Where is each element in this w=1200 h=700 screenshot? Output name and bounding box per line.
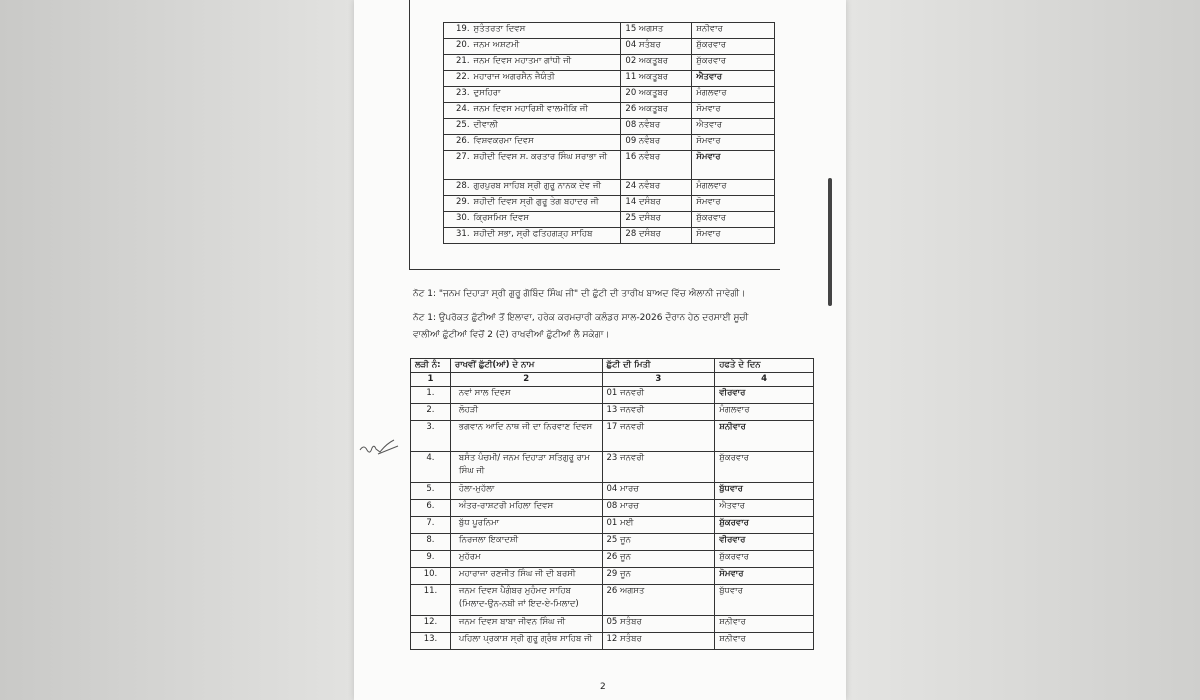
serial-number: 19. <box>456 24 470 34</box>
table-row <box>411 616 814 633</box>
holiday-date: 15 ਅਗਸਤ <box>621 23 692 39</box>
table-row <box>444 135 775 151</box>
holiday-date: 16 ਨਵੰਬਰ <box>621 151 692 180</box>
holiday-weekday: ਐਤਵਾਰ <box>692 71 775 87</box>
holiday-name-cell <box>444 87 621 103</box>
holiday-date: 11 ਅਕਤੂਬਰ <box>621 71 692 87</box>
holiday-date: 17 ਜਨਵਰੀ <box>602 421 715 452</box>
table-row <box>411 633 814 650</box>
background-right <box>846 0 1200 700</box>
serial-number: 6. <box>411 500 451 517</box>
holiday-name: ਮੁਹੱਰਮ <box>450 551 602 568</box>
table-row <box>444 55 775 71</box>
holiday-date: 09 ਨਵੰਬਰ <box>621 135 692 151</box>
holiday-name-cell <box>444 23 621 39</box>
serial-number: 10. <box>411 568 451 585</box>
note-2-line-1: ਨੋਟ 1: ਉਪਰੋਕਤ ਛੁੱਟੀਆਂ ਤੋਂ ਇਲਾਵਾ, ਹਰੇਕ ਕਰਮਚਾਰੀ ਕਲੰਡਰ ਸਾਲ-2026 ਦੌਰਾਨ ਹੇਠ ਦਰਸਾਈ ਸੂਚੀ <box>413 313 749 323</box>
holiday-weekday: ਸੋਮਵਾਰ <box>692 135 775 151</box>
table-row <box>444 151 775 180</box>
holiday-name: ਜਨਮ ਅਸ਼ਟਮੀ <box>473 40 520 50</box>
holiday-name-cell <box>444 39 621 55</box>
holiday-weekday: ਸ਼ਨੀਵਾਰ <box>715 616 814 633</box>
note-2-line-2: ਵਾਲੀਆਂ ਛੁੱਟੀਆਂ ਵਿਚੋਂ 2 (ਦੋ) ਰਾਖਵੀਆਂ ਛੁੱਟੀਆਂ ਲੈ ਸਕੇਗਾ। <box>413 330 610 340</box>
note-1: ਨੋਟ 1: "ਜਨਮ ਦਿਹਾੜਾ ਸ੍ਰੀ ਗੁਰੂ ਗੋਬਿੰਦ ਸਿੰਘ ਜੀ" ਦੀ ਛੁੱਟੀ ਦੀ ਤਾਰੀਖ ਬਾਅਦ ਵਿੱਚ ਐਲਾਨੀ ਜਾਵੇਗੀ। <box>413 289 746 299</box>
table-row <box>411 404 814 421</box>
header-name: ਰਾਖਵੀਂ ਛੁੱਟੀ(ਆਂ) ਦੇ ਨਾਮ <box>450 359 602 373</box>
holiday-weekday: ਸ਼ੁੱਕਰਵਾਰ <box>715 551 814 568</box>
holiday-date: 25 ਜੂਨ <box>602 534 715 551</box>
holiday-weekday: ਸ਼ੁੱਕਰਵਾਰ <box>715 452 814 483</box>
holiday-name: ਮਹਾਰਾਜਾ ਰਣਜੀਤ ਸਿੰਘ ਜੀ ਦੀ ਬਰਸੀ <box>450 568 602 585</box>
holiday-name-cell <box>444 55 621 71</box>
holiday-date: 01 ਮਈ <box>602 517 715 534</box>
holiday-name: ਨਿਰਜਲਾ ਇਕਾਦਸ਼ੀ <box>450 534 602 551</box>
holiday-name-cell <box>444 151 621 180</box>
table-column-number-row <box>411 373 814 387</box>
serial-number: 5. <box>411 483 451 500</box>
holiday-date: 23 ਜਨਵਰੀ <box>602 452 715 483</box>
holiday-name: ਦੁਸਹਿਰਾ <box>473 88 501 98</box>
holiday-name: ਦੀਵਾਲੀ <box>473 120 498 130</box>
table-row <box>411 568 814 585</box>
holiday-name: ਜਨਮ ਦਿਵਸ ਬਾਬਾ ਜੀਵਨ ਸਿੰਘ ਜੀ <box>450 616 602 633</box>
holiday-name: ਬਸੰਤ ਪੰਚਮੀ/ ਜਨਮ ਦਿਹਾੜਾ ਸਤਿਗੁਰੂ ਰਾਮ ਸਿੰਘ ਜੀ <box>450 452 602 483</box>
table-row <box>411 452 814 483</box>
serial-number: 11. <box>411 585 451 616</box>
serial-number: 31. <box>456 229 470 239</box>
table-row <box>411 483 814 500</box>
holiday-weekday: ਸ਼ਨੀਵਾਰ <box>692 23 775 39</box>
holiday-weekday: ਸ਼ੁੱਕਰਵਾਰ <box>692 39 775 55</box>
holiday-date: 08 ਨਵੰਬਰ <box>621 119 692 135</box>
serial-number: 1. <box>411 387 451 404</box>
holiday-name: ਗੁਰਪੁਰਬ ਸਾਹਿਬ ਸ੍ਰੀ ਗੁਰੂ ਨਾਨਕ ਦੇਵ ਜੀ <box>473 181 601 191</box>
holiday-weekday: ਮੰਗਲਵਾਰ <box>692 87 775 103</box>
margin-rule <box>409 0 410 270</box>
serial-number: 26. <box>456 136 470 146</box>
serial-number: 20. <box>456 40 470 50</box>
serial-number: 27. <box>456 152 470 162</box>
holiday-name: ਜਨਮ ਦਿਵਸ ਮਹਾਰਿਸ਼ੀ ਵਾਲਮੀਕਿ ਜੀ <box>473 104 588 114</box>
serial-number: 24. <box>456 104 470 114</box>
holiday-weekday: ਸ਼ੁੱਕਰਵਾਰ <box>692 212 775 228</box>
holiday-date: 13 ਜਨਵਰੀ <box>602 404 715 421</box>
holiday-name: ਸ਼ਹੀਦੀ ਦਿਵਸ ਸ. ਕਰਤਾਰ ਸਿੰਘ ਸਰਾਭਾ ਜੀ <box>473 152 608 162</box>
holiday-date: 26 ਅਗਸਤ <box>602 585 715 616</box>
page-number: 2 <box>600 682 606 692</box>
holiday-weekday: ਮੰਗਲਵਾਰ <box>715 404 814 421</box>
holiday-date: 14 ਦਸੰਬਰ <box>621 196 692 212</box>
holiday-date: 01 ਜਨਵਰੀ <box>602 387 715 404</box>
holiday-weekday: ਸੋਮਵਾਰ <box>715 568 814 585</box>
holiday-name: ਜਨਮ ਦਿਵਸ ਮਹਾਤਮਾ ਗਾਂਧੀ ਜੀ <box>473 56 572 66</box>
holiday-name-cell <box>444 180 621 196</box>
holiday-table-top <box>443 22 775 244</box>
serial-number: 21. <box>456 56 470 66</box>
holiday-name: ਬੁੱਧ ਪੂਰਨਿਮਾ <box>450 517 602 534</box>
holiday-date: 24 ਨਵੰਬਰ <box>621 180 692 196</box>
reserved-holiday-table <box>410 358 814 650</box>
table-row <box>411 534 814 551</box>
table-row <box>444 103 775 119</box>
holiday-date: 04 ਸਤੰਬਰ <box>621 39 692 55</box>
holiday-weekday: ਵੀਰਵਾਰ <box>715 534 814 551</box>
holiday-name: ਨਵਾਂ ਸਾਲ ਦਿਵਸ <box>450 387 602 404</box>
holiday-date: 28 ਦਸੰਬਰ <box>621 228 692 244</box>
table-header-row <box>411 359 814 373</box>
holiday-weekday: ਸ਼ਨੀਵਾਰ <box>715 421 814 452</box>
serial-number: 3. <box>411 421 451 452</box>
holiday-weekday: ਬੁੱਧਵਾਰ <box>715 483 814 500</box>
serial-number: 12. <box>411 616 451 633</box>
table-row <box>444 180 775 196</box>
table-row <box>444 71 775 87</box>
table-row <box>411 387 814 404</box>
holiday-date: 02 ਅਕਤੂਬਰ <box>621 55 692 71</box>
background-left <box>0 0 354 700</box>
holiday-date: 05 ਸਤੰਬਰ <box>602 616 715 633</box>
table-row <box>444 228 775 244</box>
table-row <box>444 119 775 135</box>
holiday-name: ਹੋਲਾ-ਮੁਹੱਲਾ <box>450 483 602 500</box>
holiday-weekday: ਸ਼ੁੱਕਰਵਾਰ <box>715 517 814 534</box>
serial-number: 28. <box>456 181 470 191</box>
serial-number: 23. <box>456 88 470 98</box>
serial-number: 13. <box>411 633 451 650</box>
holiday-name: ਵਿਸ਼ਵਕਰਮਾ ਦਿਵਸ <box>473 136 534 146</box>
serial-number: 29. <box>456 197 470 207</box>
table-row <box>411 551 814 568</box>
serial-number: 4. <box>411 452 451 483</box>
holiday-weekday: ਸ਼ਨੀਵਾਰ <box>715 633 814 650</box>
table-row <box>444 87 775 103</box>
holiday-name: ਜਨਮ ਦਿਵਸ ਪੈਗੰਬਰ ਮੁਹੰਮਦ ਸਾਹਿਬ (ਮਿਲਾਦ-ਉਨ-ਨਬੀ ਜਾਂ ਇਦ-ਏ-ਮਿਲਾਦ) <box>450 585 602 616</box>
handwritten-initials <box>358 436 402 460</box>
header-date: ਛੁੱਟੀ ਦੀ ਮਿਤੀ <box>602 359 715 373</box>
holiday-name: ਸ਼ਹੀਦੀ ਸਭਾ, ਸ੍ਰੀ ਫਤਿਹਗੜ੍ਹ ਸਾਹਿਬ <box>473 229 593 239</box>
serial-number: 22. <box>456 72 470 82</box>
holiday-weekday: ਸੋਮਵਾਰ <box>692 228 775 244</box>
holiday-name: ਲੋਹੜੀ <box>450 404 602 421</box>
holiday-date: 26 ਅਕਤੂਬਰ <box>621 103 692 119</box>
holiday-name: ਭਗਵਾਨ ਆਦਿ ਨਾਥ ਜੀ ਦਾ ਨਿਰਵਾਣ ਦਿਵਸ <box>450 421 602 452</box>
table-row <box>411 585 814 616</box>
header-weekday: ਹਫਤੇ ਦੇ ਦਿਨ <box>715 359 814 373</box>
column-number: 1 <box>411 373 451 387</box>
table-row <box>411 500 814 517</box>
header-serial: ਲੜੀ ਨੰ: <box>411 359 451 373</box>
holiday-weekday: ਸ਼ੁੱਕਰਵਾਰ <box>692 55 775 71</box>
holiday-weekday: ਐਤਵਾਰ <box>692 119 775 135</box>
holiday-name-cell <box>444 212 621 228</box>
holiday-name: ਪਹਿਲਾ ਪ੍ਰਕਾਸ਼ ਸ੍ਰੀ ਗੁਰੂ ਗ੍ਰੰਥ ਸਾਹਿਬ ਜੀ <box>450 633 602 650</box>
serial-number: 2. <box>411 404 451 421</box>
holiday-weekday: ਸੋਮਵਾਰ <box>692 151 775 180</box>
holiday-name: ਅੰਤਰ-ਰਾਸ਼ਟਰੀ ਮਹਿਲਾ ਦਿਵਸ <box>450 500 602 517</box>
holiday-date: 20 ਅਕਤੂਬਰ <box>621 87 692 103</box>
holiday-weekday: ਸੋਮਵਾਰ <box>692 103 775 119</box>
holiday-name: ਮਹਾਰਾਜ ਅਗਰਸੈਨ ਜੈਯੰਤੀ <box>473 72 555 82</box>
holiday-date: 08 ਮਾਰਚ <box>602 500 715 517</box>
table-row <box>411 421 814 452</box>
holiday-name: ਸੁਤੰਤਰਤਾ ਦਿਵਸ <box>473 24 526 34</box>
holiday-name-cell <box>444 228 621 244</box>
holiday-name-cell <box>444 119 621 135</box>
table-row <box>444 39 775 55</box>
holiday-name-cell <box>444 103 621 119</box>
holiday-weekday: ਐਤਵਾਰ <box>715 500 814 517</box>
serial-number: 25. <box>456 120 470 130</box>
holiday-name-cell <box>444 196 621 212</box>
margin-rule-bottom <box>409 269 780 270</box>
column-number: 3 <box>602 373 715 387</box>
holiday-date: 26 ਜੂਨ <box>602 551 715 568</box>
holiday-date: 04 ਮਾਰਚ <box>602 483 715 500</box>
holiday-date: 25 ਦਸੰਬਰ <box>621 212 692 228</box>
holiday-date: 12 ਸਤੰਬਰ <box>602 633 715 650</box>
holiday-name-cell <box>444 135 621 151</box>
serial-number: 7. <box>411 517 451 534</box>
holiday-weekday: ਬੁੱਧਵਾਰ <box>715 585 814 616</box>
holiday-date: 29 ਜੂਨ <box>602 568 715 585</box>
serial-number: 9. <box>411 551 451 568</box>
holiday-weekday: ਵੀਰਵਾਰ <box>715 387 814 404</box>
holiday-name-cell <box>444 71 621 87</box>
table-row <box>444 212 775 228</box>
column-number: 2 <box>450 373 602 387</box>
table-row <box>444 196 775 212</box>
holiday-weekday: ਸੋਮਵਾਰ <box>692 196 775 212</box>
holiday-weekday: ਮੰਗਲਵਾਰ <box>692 180 775 196</box>
serial-number: 8. <box>411 534 451 551</box>
table-row <box>411 517 814 534</box>
holiday-name: ਸ਼ਹੀਦੀ ਦਿਵਸ ਸ੍ਰੀ ਗੁਰੂ ਤੇਗ ਬਹਾਦਰ ਜੀ <box>473 197 599 207</box>
holiday-name: ਕ੍ਰਿਸਮਿਸ ਦਿਵਸ <box>473 213 530 223</box>
column-number: 4 <box>715 373 814 387</box>
scrollbar-thumb[interactable] <box>828 178 832 306</box>
table-row <box>444 23 775 39</box>
serial-number: 30. <box>456 213 470 223</box>
